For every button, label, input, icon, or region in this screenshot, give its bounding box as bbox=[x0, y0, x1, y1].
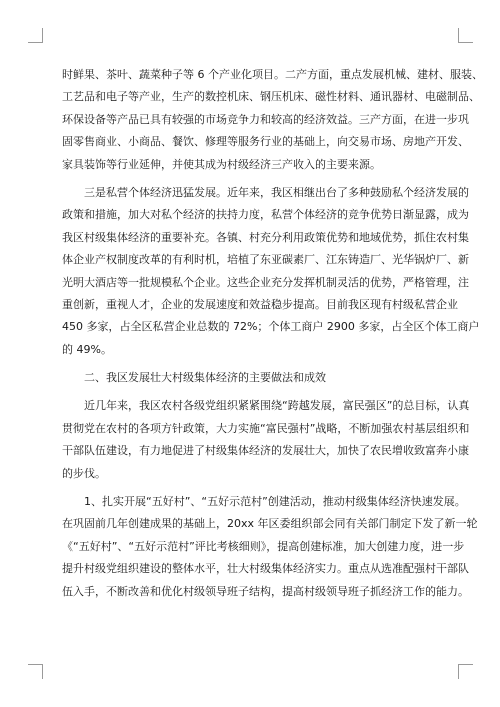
text-line: 干部队伍建设，有力地促进了村级集体经济的发展壮大，加快了农民增收致富奔小康 bbox=[62, 444, 469, 458]
text-line: 在巩固前几年创建成果的基础上，20xx 年区委组织部会同有关部门制定下发了新一轮 bbox=[62, 517, 478, 531]
text-line: 环保设备等产品已具有较强的市场竞争力和较高的经济效益。三产方面，在进一步巩 bbox=[62, 112, 469, 126]
text-line: 的 49%。 bbox=[62, 342, 112, 356]
text-line: 时鲜果、茶叶、蔬菜种子等 6 个产业化项目。二产方面，重点发展机械、建材、服装、 bbox=[62, 68, 483, 81]
text-line: 光明大酒店等一批规模私个企业。这些企业充分发挥机制灵活的优势，严格管理，注 bbox=[62, 275, 469, 289]
text-line: 1、扎实开展“五好村”、“五好示范村”创建活动，推动村级集体经济快速发展。 bbox=[84, 495, 466, 509]
text-line: 重创新，重视人才，企业的发展速度和效益稳步提高。目前我区现有村级私营企业 bbox=[62, 297, 458, 311]
text-line: 固零售商业、小商品、餐饮、修理等服务行业的基础上，向交易市场、房地产开发、 bbox=[62, 135, 469, 149]
paragraph-five-good-villages bbox=[62, 491, 478, 603]
paragraph-private-economy bbox=[62, 182, 480, 361]
crop-mark-bottom-left bbox=[28, 664, 43, 679]
text-line: 伍入手，不断改善和优化村级领导班子结构，提高村级领导班子抓经济工作的能力。 bbox=[62, 584, 469, 598]
document-body bbox=[62, 64, 483, 603]
section-heading bbox=[62, 367, 438, 389]
text-line: 工艺品和电子等产业，生产的数控机床、钢压机床、磁性材料、通讯器材、电磁制品、 bbox=[62, 90, 480, 104]
text-line: 450 多家，占全区私营企业总数的 72%；个体工商户 2900 多家，占全区个体工商户 bbox=[62, 320, 480, 334]
text-line: 家具装饰等行业延伸，并使其成为村级经济三产收入的主要来源。 bbox=[62, 157, 381, 171]
heading-text: 二、我区发展壮大村级集体经济的主要做法和成效 bbox=[84, 371, 326, 385]
text-line: 贯彻党在农村的各项方针政策，大力实施“富民强村”战略，不断加强农村基层组织和 bbox=[62, 421, 470, 435]
text-line: 三是私营个体经济迅猛发展。近年来，我区相继出台了多种鼓励私个经济发展的 bbox=[84, 185, 469, 199]
text-line: 提升村级党组织建设的整体水平，壮大村级集体经济实力。重点从选准配强村干部队 bbox=[62, 562, 469, 576]
text-line: 的步伐。 bbox=[62, 466, 106, 480]
text-line: 我区村级集体经济的重要补充。各镇、村充分利用政策优势和地域优势，抓住农村集 bbox=[62, 230, 469, 244]
paragraph-industry-overview bbox=[62, 64, 483, 176]
crop-mark-top-right bbox=[458, 28, 473, 43]
text-line: 政策和措施，加大对私个经济的扶持力度，私营个体经济的竞争优势日渐显露，成为 bbox=[62, 208, 469, 222]
text-line: 近几年来，我区农村各级党组织紧紧围绕“跨越发展，富民强区”的总目标，认真 bbox=[84, 399, 470, 413]
crop-mark-top-left bbox=[28, 28, 43, 43]
text-line: 《“五好村”、“五好示范村”评比考核细则》，提高创建标准，加大创建力度，进一步 bbox=[62, 539, 465, 553]
paragraph-recent-years bbox=[62, 395, 470, 485]
crop-mark-bottom-right bbox=[458, 664, 473, 679]
text-line: 体企业产权制度改革的有利时机，培植了东亚碳素厂、江东铸造厂、光华锅炉厂、新 bbox=[62, 253, 469, 267]
